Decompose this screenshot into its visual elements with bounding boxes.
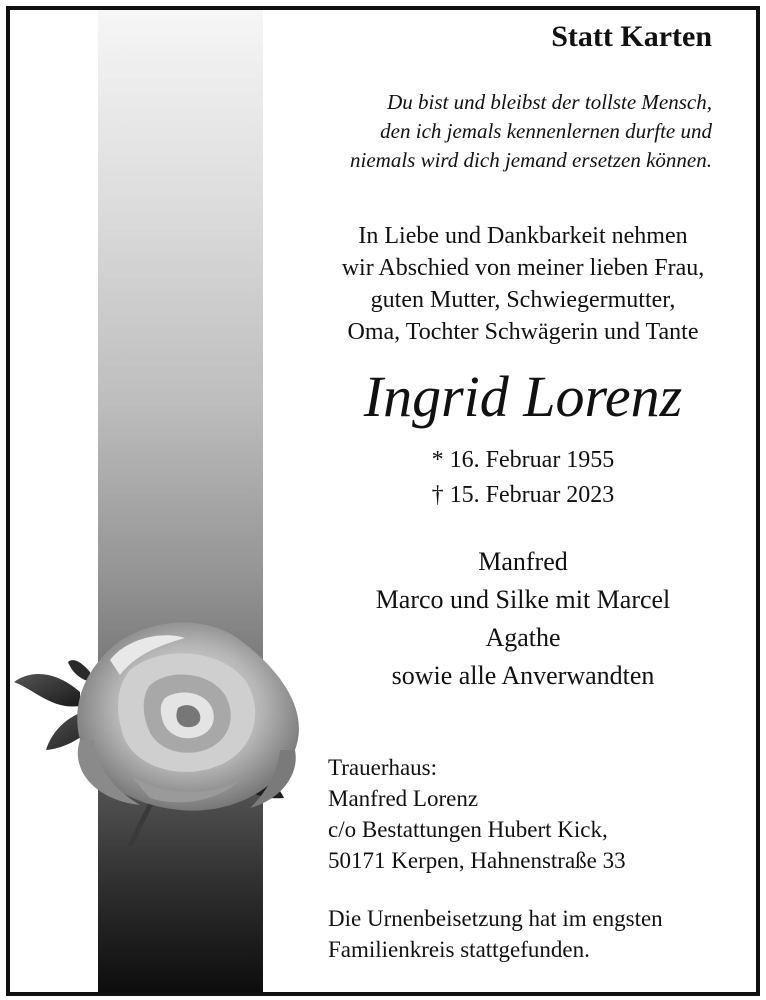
address-line: Trauerhaus: xyxy=(328,755,438,780)
quote xyxy=(350,88,712,175)
intro-line: guten Mutter, Schwiegermutter, xyxy=(370,287,676,313)
mourner-line: Marco und Silke mit Marcel xyxy=(375,585,671,614)
address-line: 50171 Kerpen, Hahnenstraße 33 xyxy=(328,848,626,873)
death-date: † 15. Februar 2023 xyxy=(431,482,615,508)
closing-line: Familienkreis stattgefunden. xyxy=(328,937,590,962)
intro-text xyxy=(313,220,733,348)
heading: Statt Karten xyxy=(551,20,712,53)
mourner-line: Agathe xyxy=(485,623,561,652)
quote-line: den ich jemals kennenlernen durfte und xyxy=(380,119,712,143)
birth-date: * 16. Februar 1955 xyxy=(431,447,615,473)
mourner-line: sowie alle Anverwandten xyxy=(391,661,655,690)
mourner-line: Manfred xyxy=(478,547,568,576)
address-line: c/o Bestattungen Hubert Kick, xyxy=(328,817,608,842)
rose-illustration xyxy=(10,600,310,850)
obituary-notice xyxy=(6,6,760,996)
intro-line: Oma, Tochter Schwägerin und Tante xyxy=(347,319,699,345)
quote-line: niemals wird dich jemand ersetzen können. xyxy=(350,148,712,172)
intro-line: In Liebe und Dankbarkeit nehmen xyxy=(358,223,688,249)
closing-line: Die Urnenbeisetzung hat im engsten xyxy=(328,906,663,931)
life-dates xyxy=(313,443,733,513)
closing-note xyxy=(328,903,663,965)
mourners xyxy=(313,543,733,695)
deceased-name: Ingrid Lorenz xyxy=(363,364,683,429)
address-line: Manfred Lorenz xyxy=(328,786,479,811)
address-block xyxy=(328,752,626,876)
quote-line: Du bist und bleibst der tollste Mensch, xyxy=(387,90,712,114)
intro-line: wir Abschied von meiner lieben Frau, xyxy=(341,255,705,281)
